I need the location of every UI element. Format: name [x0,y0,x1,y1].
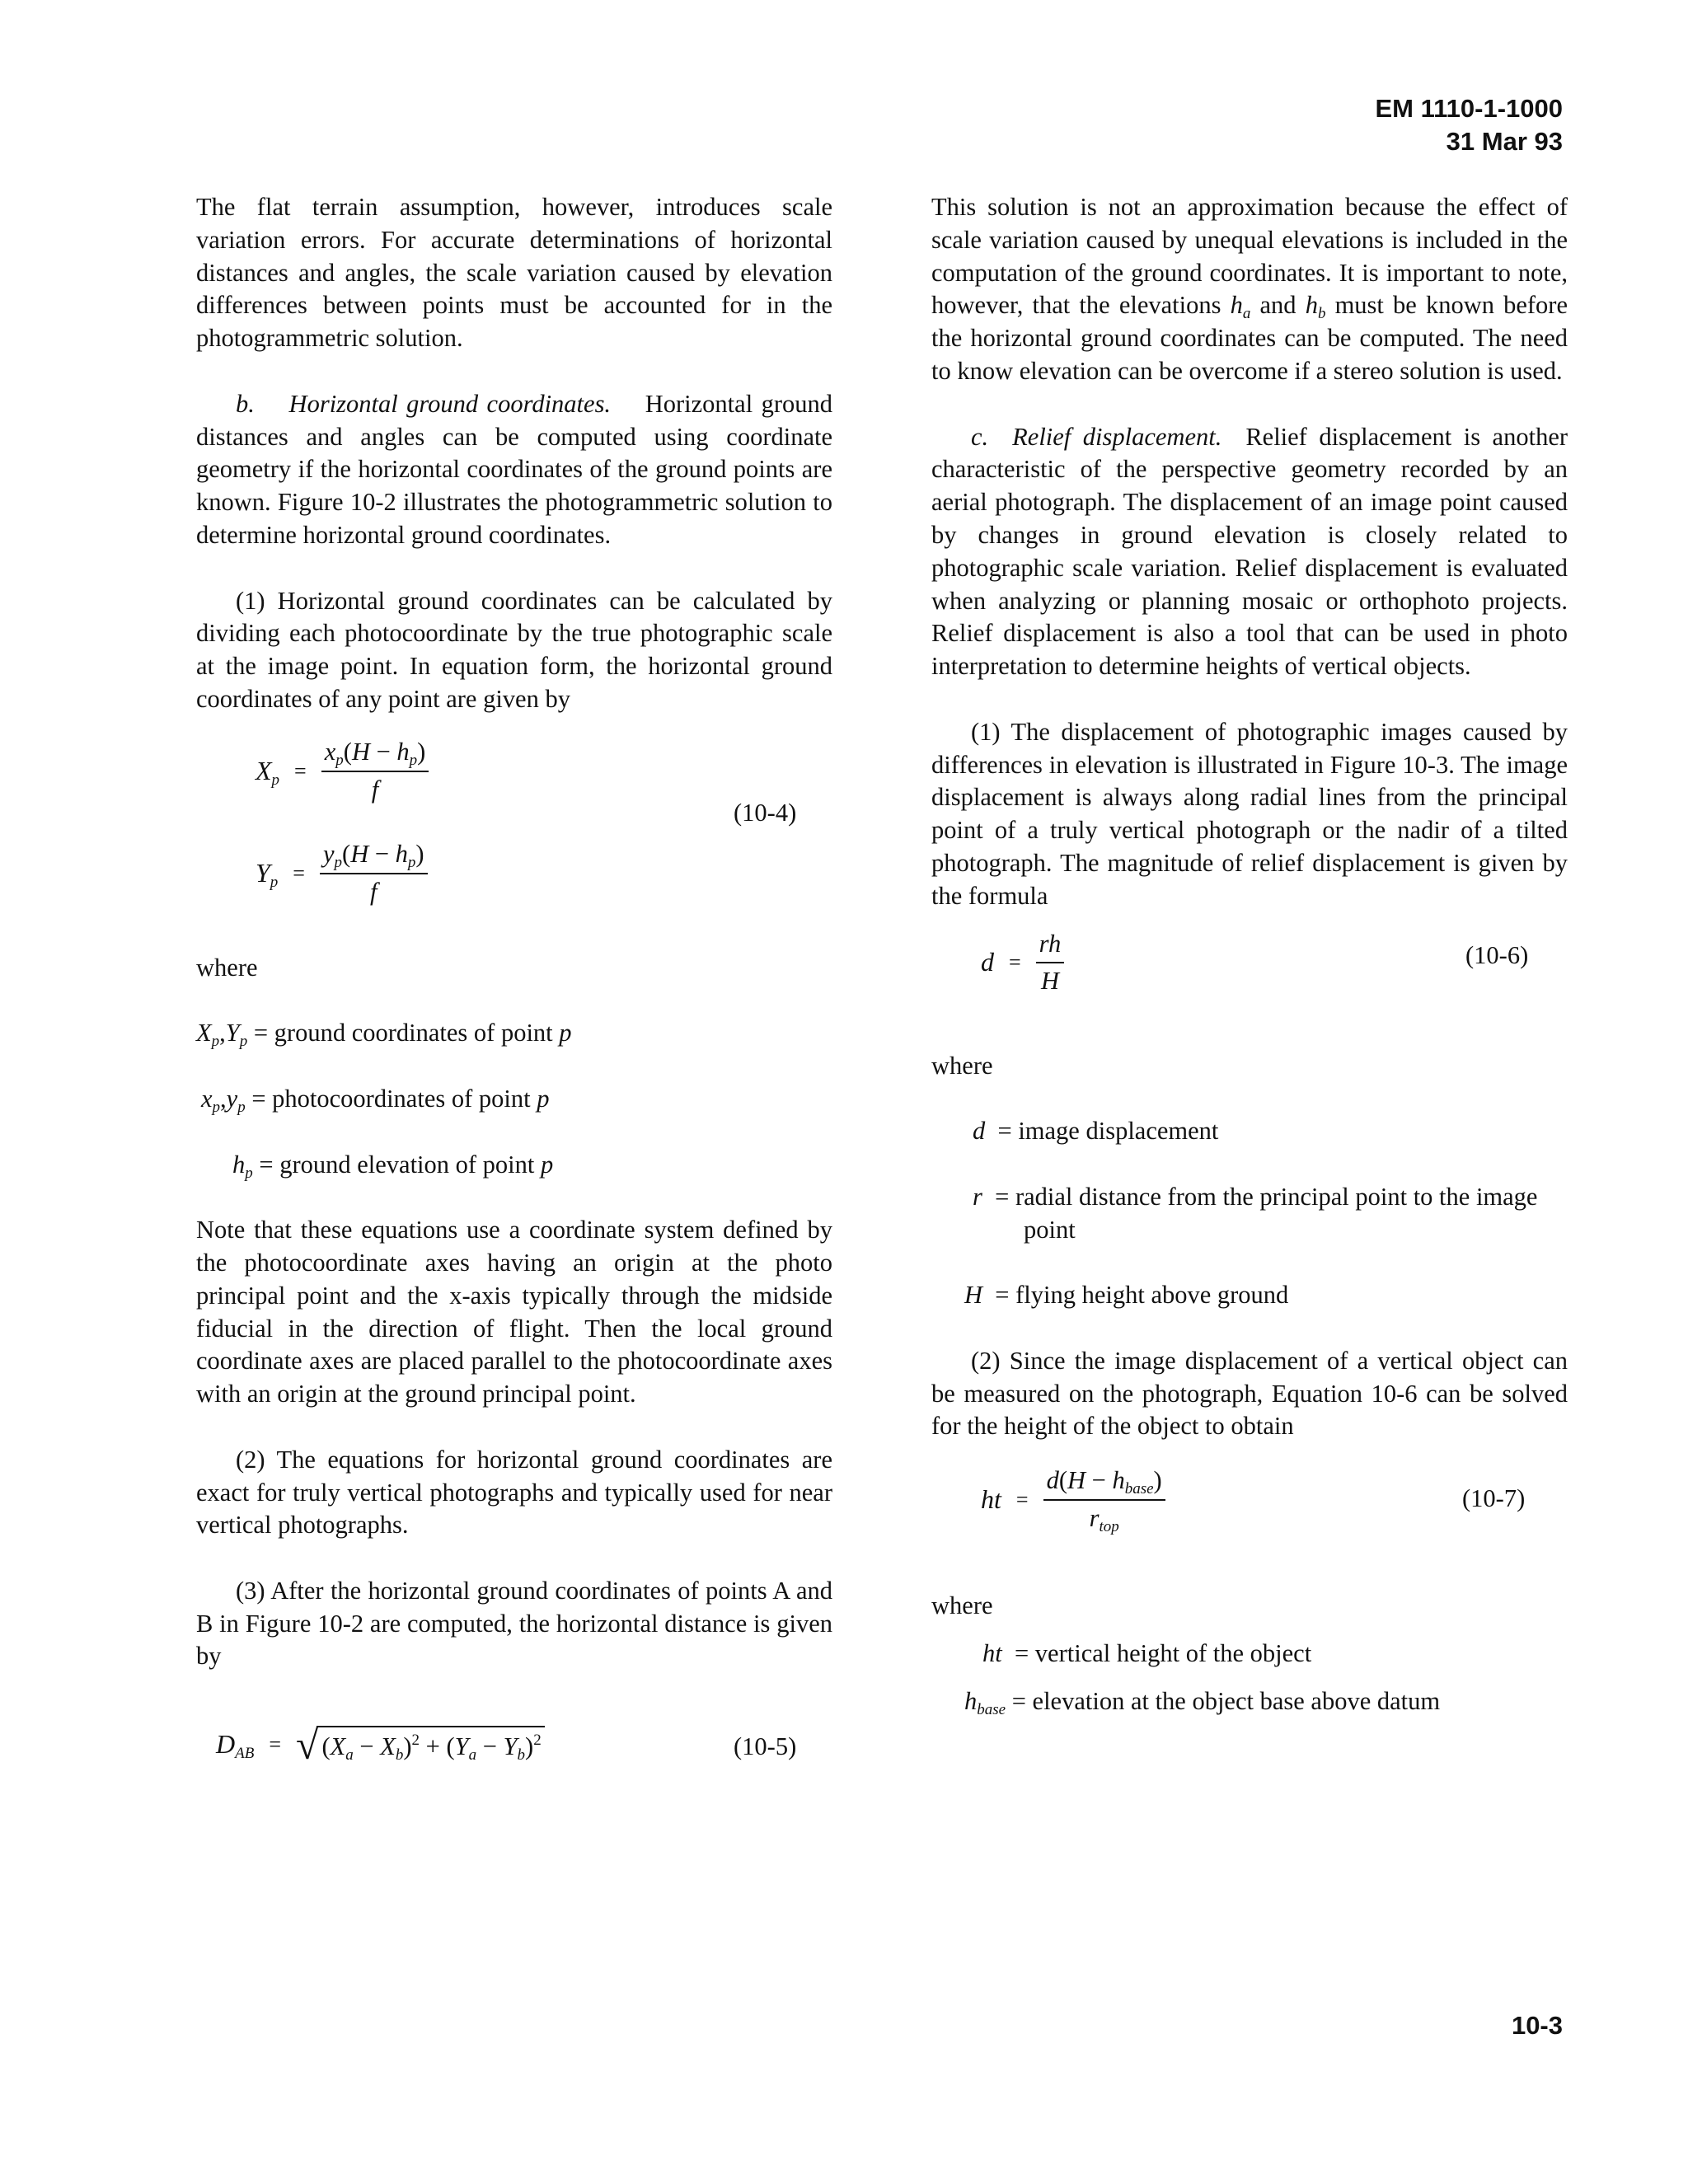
paragraph: (1) Horizontal ground coordinates can be calculated by dividing each photocoordinate by the true photographic scale at the image point. In equation form, the horizontal ground coordinates of any point are given by [196,586,832,713]
equation-10-7 [931,1465,1568,1555]
where-label: where [196,953,258,982]
section-b-paragraph [196,388,832,552]
left-column [196,191,832,1798]
paragraph: (3) After the horizontal ground coordinates of points A and B in Figure 10-2 are computed, the horizontal distance is given by [196,1576,832,1671]
where-label: where [931,1591,993,1620]
section-text: Relief displacement is another characteristic of the perspective geometry recorded by an aerial photograph. The displacement of an image point caused by changes in ground elevation is closely related to photographic scale variation. Relief displacement is evaluated when analyzing or planning mosaic or orthophoto projects. Relief displacement is also a tool that can be used in photo interpretation to determine heights of vertical objects. [931,422,1568,681]
doc-number: EM 1110-1-1000 [1375,94,1563,123]
paragraph: (2) The equations for horizontal ground coordinates are exact for truly vertical photographs and typically used for near vertical photographs. [196,1445,832,1540]
paragraph: (2) Since the image displacement of a vertical object can be measured on the photograph, Equation 10-6 can be solved for the height of the object to obtain [931,1346,1568,1441]
definition: $h_p$ = ground elevation of point p [232,1150,554,1182]
equation-d: d = $\frac{rh}{H}$ [981,928,1064,999]
equation-number: (10-6) [1465,940,1529,969]
section-label: c. [971,422,989,451]
equation-ht: ht = $\frac{d(H - h_{base})}{r_{top}}$ [981,1465,1165,1535]
where-label: where [931,1051,993,1080]
definition: $x_p,y_p$ = photocoordinates of point p [201,1084,550,1116]
definition: r = radial distance from the principal point to the image point [973,1182,1538,1244]
equation-number: (10-4) [734,798,797,827]
equation-xp: $X_p$ = $\frac{x_p(H - h_p)}{f}$ [256,736,429,807]
equation-10-4 [196,736,832,929]
equation-yp: $Y_p$ = $\frac{y_p(H - h_p)}{f}$ [256,838,428,909]
definitions [931,1638,1568,1718]
paragraph: (1) The displacement of photographic images caused by differences in elevation is illustrated in Figure 10-3. The image displacement is always along radial lines from the principal point of a truly vertical photograph or the nadir of a tilted photograph. The magnitude of relief displacement is given by the formula [931,717,1568,910]
equation-number: (10-7) [1462,1484,1526,1513]
equation-number: (10-5) [734,1732,797,1761]
right-column [931,191,1568,1718]
definition: ht = vertical height of the object [982,1638,1312,1667]
equation-10-6 [931,928,1568,994]
doc-date: 31 Mar 93 [1446,127,1563,156]
section-title: Relief displacement. [1012,422,1222,451]
equation-dab: $D_{AB}$ = √ $(X_a - X_b)^2 + (Y_a - Y_b)^2$ [216,1724,545,1765]
page-number: 10-3 [1511,2011,1563,2040]
definition: d = image displacement [973,1117,1219,1146]
definitions [196,1017,832,1181]
section-c-paragraph [931,421,1568,683]
page-header [1375,92,1563,158]
section-text: Horizontal ground distances and angles can be computed using coordinate geometry if the horizontal coordinates of the ground points are known. Figure 10-2 illustrates the photogrammetric solution to determine horizontal ground coordinates. [196,389,832,549]
equation-10-5 [196,1716,832,1798]
definition: $X_p,Y_p$ = ground coordinates of point p [196,1019,572,1051]
definition: $h_{base}$ = elevation at the object base above datum [964,1686,1441,1718]
definitions [931,1115,1568,1312]
paragraph: The flat terrain assumption, however, introduces scale variation errors. For accurate determinations of horizontal distances and angles, the scale variation caused by elevation differences between points must be accounted for in the photogrammetric solution. [196,193,832,353]
definition: H = flying height above ground [964,1281,1289,1310]
section-title: Horizontal ground coordinates. [288,389,612,418]
section-label: b. [236,389,255,418]
paragraph: This solution is not an approximation because the effect of scale variation caused by unequal elevations is included in the computation of the ground coordinates. It is important to note, however, that the elevations $h_a$ and $h_b$ must be known before the horizontal ground coordinates can be computed. The need to know elevation can be overcome if a stereo solution is used. [931,193,1568,385]
paragraph: Note that these equations use a coordinate system defined by the photocoordinate axes having an origin at the photo principal point and the x-axis typically through the midside fiducial in the direction of flight. Then the local ground coordinate axes are placed parallel to the photocoordinate axes with an origin at the ground principal point. [196,1216,832,1408]
